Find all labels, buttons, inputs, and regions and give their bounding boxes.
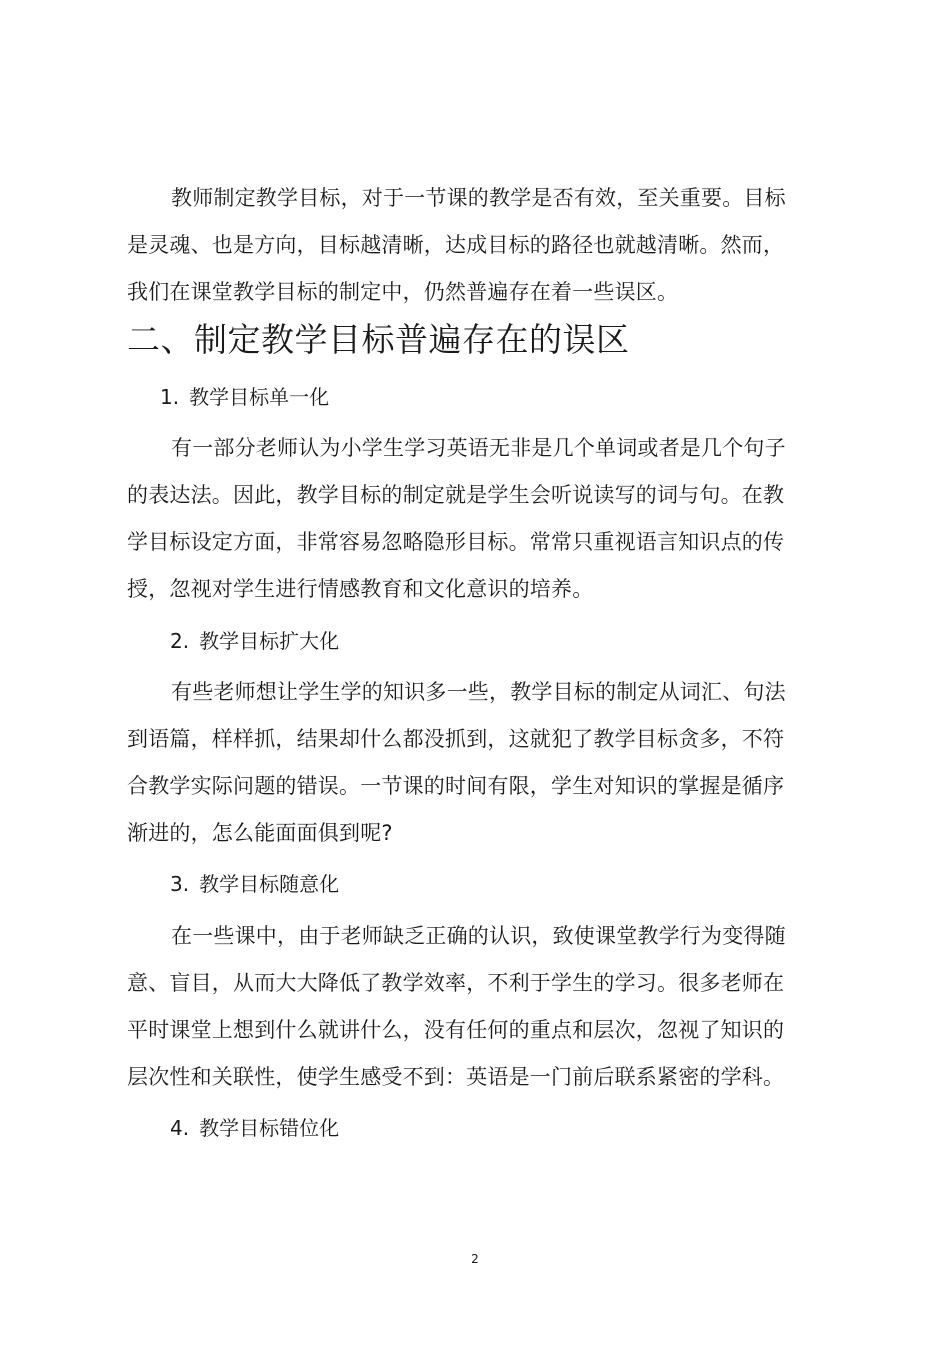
item-title: 教学目标单一化 — [189, 385, 330, 409]
paragraph-line: 授，忽视对学生进行情感教育和文化意识的培养。 — [127, 577, 594, 601]
paragraph-line: 渐进的，怎么能面面俱到呢? — [127, 821, 393, 845]
page-number: 2 — [471, 1252, 479, 1266]
paragraph-line: 学目标设定方面，非常容易忽略隐形目标。常常只重视语言知识点的传 — [127, 530, 785, 554]
intro-line: 是灵魂、也是方向，目标越清晰，达成目标的路径也就越清晰。然而， — [127, 233, 785, 257]
intro-paragraph — [127, 175, 786, 316]
intro-line: 教师制定教学目标，对于一节课的教学是否有效，至关重要。目标 — [171, 186, 786, 210]
item-4-heading — [170, 1113, 339, 1143]
item-2-paragraph — [127, 669, 786, 857]
item-number: 3. — [170, 872, 190, 896]
paragraph-line: 在一些课中，由于老师缺乏正确的认识，致使课堂教学行为变得随 — [171, 924, 786, 948]
item-number: 1. — [160, 385, 180, 409]
paragraph-line: 意、盲目，从而大大降低了教学效率，不利于学生的学习。很多老师在 — [127, 971, 785, 995]
paragraph-line: 有些老师想让学生学的知识多一些，教学目标的制定从词汇、句法 — [171, 680, 786, 704]
paragraph-line: 有一部分老师认为小学生学习英语无非是几个单词或者是几个句子 — [171, 436, 786, 460]
intro-line: 我们在课堂教学目标的制定中，仍然普遍存在着一些误区。 — [127, 280, 679, 304]
paragraph-line: 平时课堂上想到什么就讲什么，没有任何的重点和层次，忽视了知识的 — [127, 1018, 785, 1042]
item-1-paragraph — [127, 425, 786, 613]
item-2-heading — [170, 626, 339, 656]
paragraph-line: 到语篇，样样抓，结果却什么都没抓到，这就犯了教学目标贪多，不符 — [127, 727, 785, 751]
item-title: 教学目标随意化 — [199, 872, 340, 896]
paragraph-line: 层次性和关联性，使学生感受不到：英语是一门前后联系紧密的学科。 — [127, 1065, 785, 1089]
paragraph-line: 合教学实际问题的错误。一节课的时间有限，学生对知识的掌握是循序 — [127, 774, 785, 798]
item-1-heading — [160, 382, 329, 412]
paragraph-line: 的表达法。因此，教学目标的制定就是学生会听说读写的词与句。在教 — [127, 483, 785, 507]
item-title: 教学目标错位化 — [199, 1116, 340, 1140]
item-3-heading — [170, 869, 339, 899]
item-3-paragraph — [127, 913, 786, 1101]
item-number: 2. — [170, 629, 190, 653]
item-number: 4. — [170, 1116, 190, 1140]
section-heading: 二、制定教学目标普遍存在的误区 — [127, 320, 630, 359]
item-title: 教学目标扩大化 — [199, 629, 340, 653]
